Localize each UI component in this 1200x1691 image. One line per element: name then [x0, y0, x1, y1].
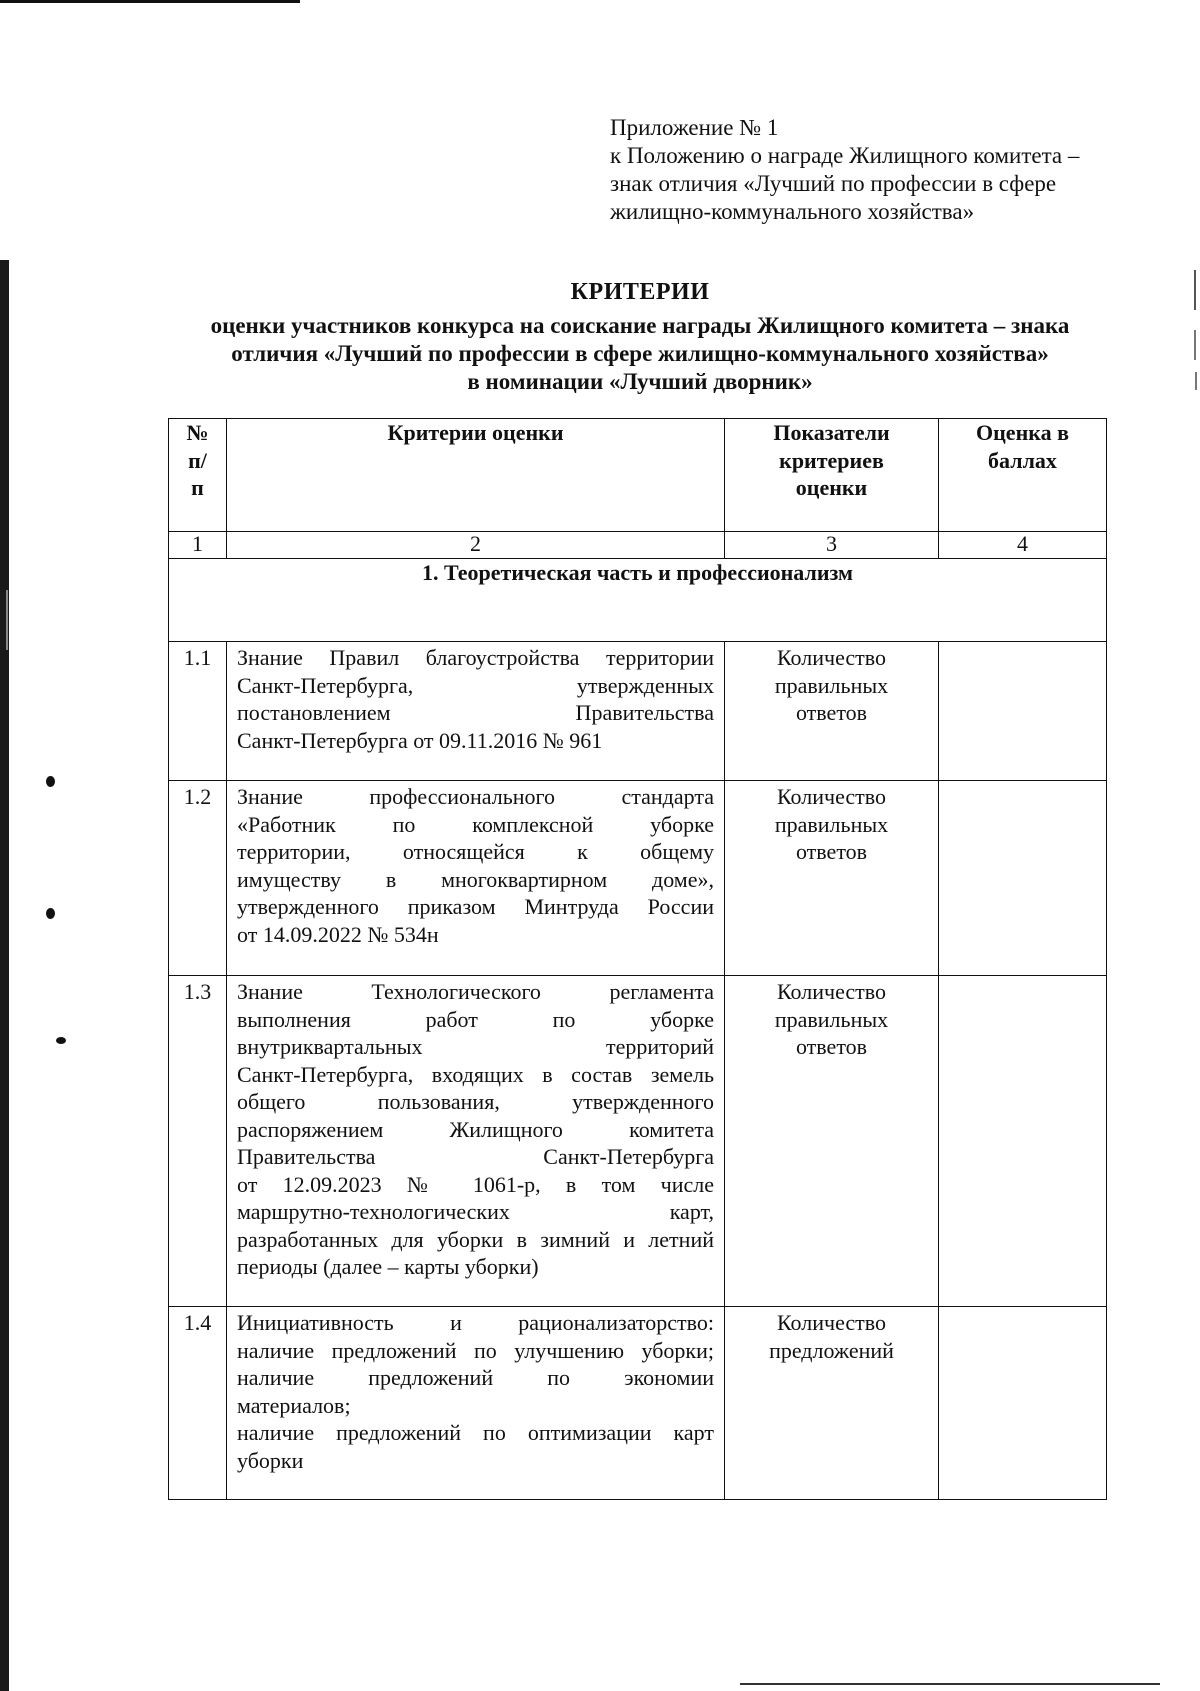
scan-right-tick: [1194, 330, 1196, 360]
header-number: № п/п: [169, 419, 227, 532]
table-row: [169, 1307, 1107, 1500]
column-number: 4: [939, 532, 1107, 559]
row-score: [939, 1307, 1107, 1500]
row-number: 1.2: [169, 781, 227, 976]
heading-line: в номинации «Лучший дворник»: [467, 369, 813, 394]
criteria-table: [168, 418, 1107, 1500]
row-indicator: Количество правильных ответов: [725, 781, 939, 976]
row-number: 1.1: [169, 642, 227, 781]
document-title: КРИТЕРИИ: [570, 279, 710, 305]
document-heading: [150, 278, 1130, 396]
scan-top-rule: [0, 0, 300, 3]
row-criterion: Знание профессионального стандарта «Работник по комплексной уборке территории, относящейся к общему имуществу в многоквартирном доме», утвержденного приказом Минтруда России от 14.09.2022 № 534н: [227, 781, 725, 976]
row-number: 1.4: [169, 1307, 227, 1500]
appendix-reference: [610, 114, 1130, 226]
header-criteria: Критерии оценки: [227, 419, 725, 532]
column-number: 2: [227, 532, 725, 559]
row-indicator: Количество предложений: [725, 1307, 939, 1500]
binder-hole-mark: [46, 908, 55, 919]
header-indicators: Показатели критериев оценки: [725, 419, 939, 532]
heading-line: отличия «Лучший по профессии в сфере жилищно-коммунального хозяйства»: [231, 341, 1049, 366]
scan-left-tick: [6, 590, 8, 650]
section-title: 1. Теоретическая часть и профессионализм: [169, 559, 1107, 642]
section-row: [169, 559, 1107, 642]
scan-bottom-rule: [740, 1683, 1160, 1685]
row-criterion: Знание Правил благоустройства территории Санкт-Петербурга, утвержденных постановлением Правительства Санкт-Петербурга от 09.11.2016 № 961: [227, 642, 725, 781]
appendix-line: Приложение № 1: [610, 115, 779, 140]
table-row: [169, 642, 1107, 781]
row-criterion: Знание Технологического регламента выполнения работ по уборке внутриквартальных территорий Санкт-Петербурга, входящих в состав земель общего пользования, утвержденного распоряжением Жилищного комитета Правительства Санкт-Петербурга от 12.09.2023 № 1061-р, в том числе маршрутно-технологических карт, разработанных для уборки в зимний и летний периоды (далее – карты уборки): [227, 976, 725, 1307]
row-score: [939, 976, 1107, 1307]
column-number-row: [169, 532, 1107, 559]
row-score: [939, 642, 1107, 781]
row-number: 1.3: [169, 976, 227, 1307]
table-row: [169, 976, 1107, 1307]
table-row: [169, 781, 1107, 976]
appendix-line: знак отличия «Лучший по профессии в сфере: [610, 171, 1057, 196]
column-number: 1: [169, 532, 227, 559]
row-score: [939, 781, 1107, 976]
heading-line: оценки участников конкурса на соискание награды Жилищного комитета – знака: [210, 313, 1070, 338]
row-indicator: Количество правильных ответов: [725, 642, 939, 781]
row-criterion: Инициативность и рационализаторство: наличие предложений по улучшению уборки; наличие предложений по экономии материалов; наличие предложений по оптимизации карт уборки: [227, 1307, 725, 1500]
appendix-line: жилищно-коммунального хозяйства»: [610, 199, 975, 224]
header-score: Оценка в баллах: [939, 419, 1107, 532]
scan-right-tick: [1195, 372, 1197, 390]
binder-hole-mark: [56, 1037, 66, 1044]
binder-hole-mark: [46, 776, 55, 787]
appendix-line: к Положению о награде Жилищного комитета –: [610, 143, 1080, 168]
scan-left-edge: [0, 260, 9, 1691]
row-indicator: Количество правильных ответов: [725, 976, 939, 1307]
table-header-row: [169, 419, 1107, 532]
scan-right-tick: [1194, 270, 1196, 310]
column-number: 3: [725, 532, 939, 559]
